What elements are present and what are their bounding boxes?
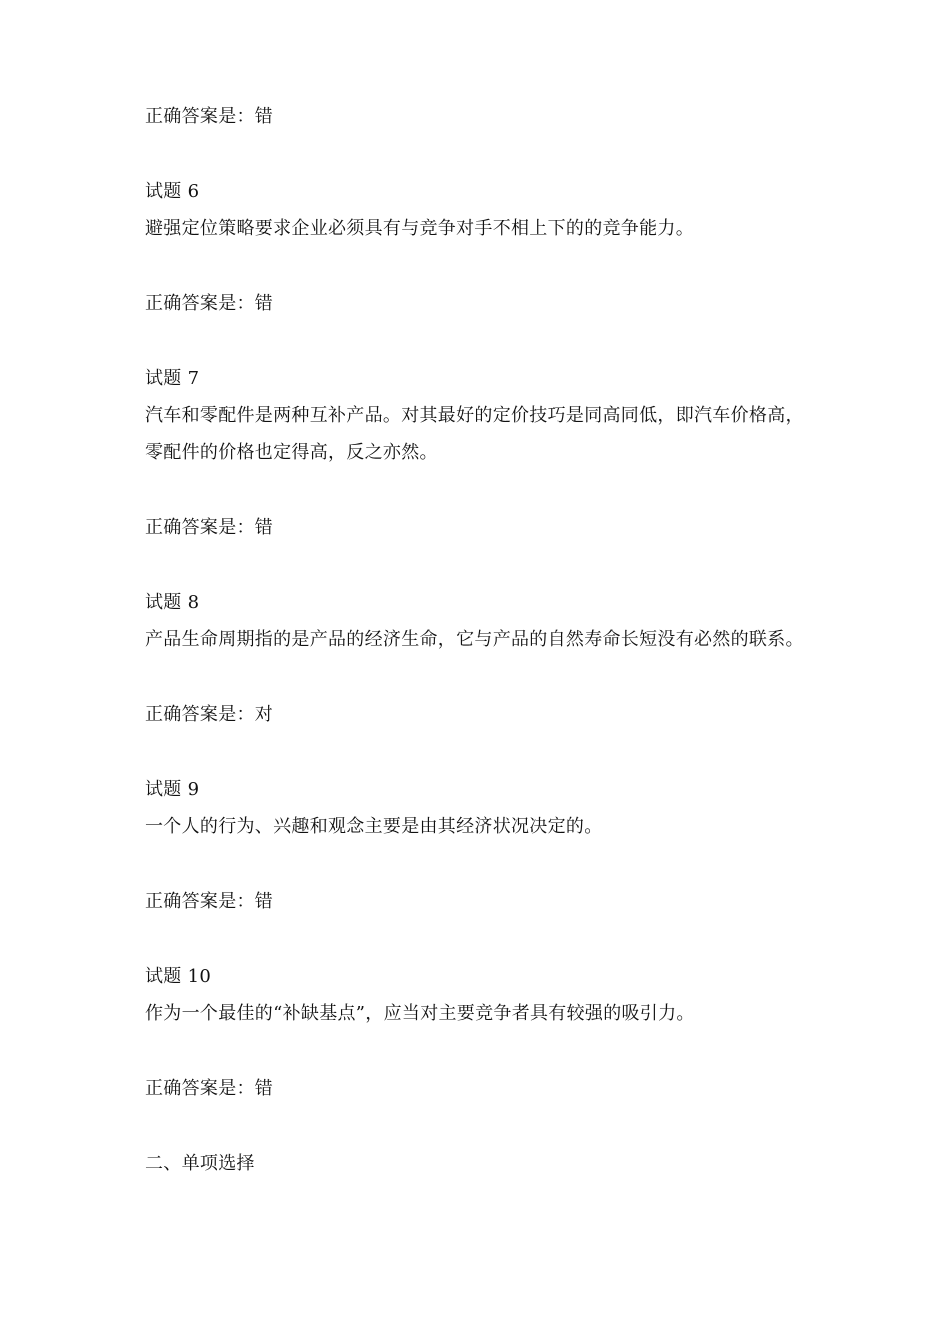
- question-text: 避强定位策略要求企业必须具有与竞争对手不相上下的的竞争能力。: [145, 218, 694, 239]
- answer-text: 正确答案是：错: [145, 891, 274, 912]
- question-label: 试题 9: [145, 779, 200, 800]
- answer-text: 正确答案是：对: [145, 704, 274, 725]
- section-heading: 二、单项选择: [145, 1153, 255, 1174]
- answer-text: 正确答案是：错: [145, 517, 274, 538]
- question-text-line-2: 零配件的价格也定得高，反之亦然。: [145, 442, 438, 463]
- question-text: 一个人的行为、兴趣和观念主要是由其经济状况决定的。: [145, 816, 603, 837]
- question-label: 试题 8: [145, 592, 200, 613]
- question-label: 试题 7: [145, 368, 200, 389]
- question-label: 试题 10: [145, 966, 212, 987]
- question-text: 作为一个最佳的“补缺基点”，应当对主要竞争者具有较强的吸引力。: [145, 1003, 695, 1024]
- question-text: 产品生命周期指的是产品的经济生命，它与产品的自然寿命长短没有必然的联系。: [145, 629, 804, 650]
- answer-text: 正确答案是：错: [145, 1078, 274, 1099]
- answer-text: 正确答案是：错: [145, 293, 274, 314]
- answer-text: 正确答案是：错: [145, 106, 274, 127]
- question-text-line-1: 汽车和零配件是两种互补产品。对其最好的定价技巧是同高同低，即汽车价格高，: [145, 405, 804, 426]
- question-label: 试题 6: [145, 181, 200, 202]
